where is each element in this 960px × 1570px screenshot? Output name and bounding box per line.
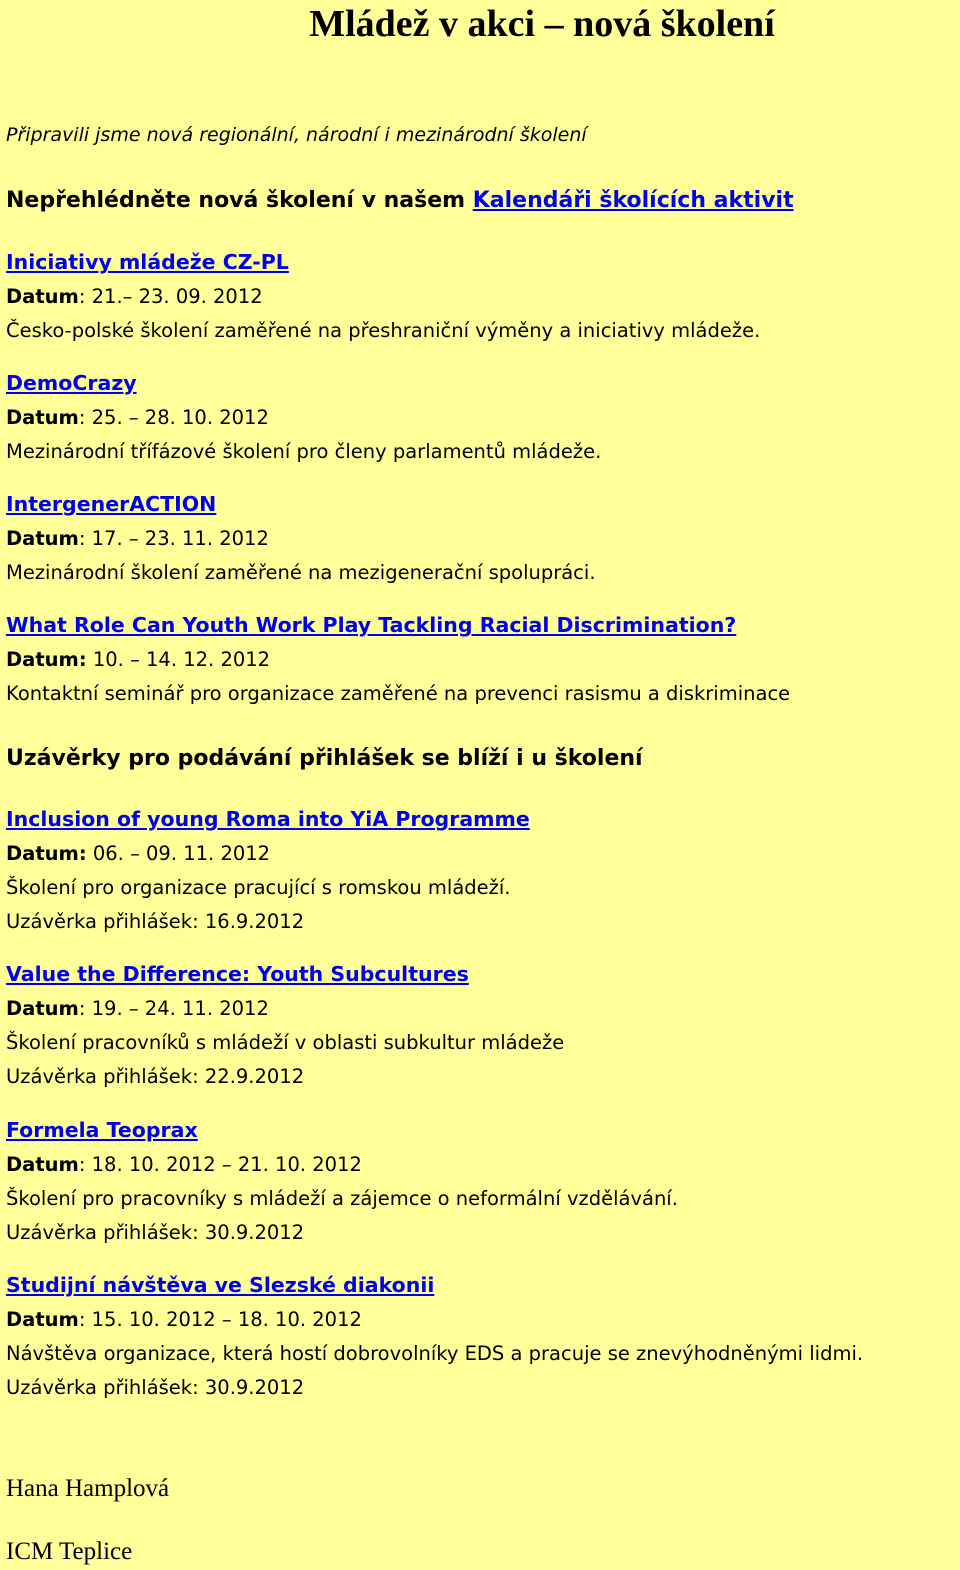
event-title-link[interactable]: What Role Can Youth Work Play Tackling Racial Discrimination? — [6, 613, 737, 637]
event-intergeneraction — [6, 487, 596, 590]
event-description: Mezinárodní školení zaměřené na mezigenerační spolupráci. — [6, 561, 596, 584]
event-title-link[interactable]: Formela Teoprax — [6, 1118, 198, 1142]
date-value: 06. – 09. 11. 2012 — [86, 842, 271, 865]
event-racial-discrimination — [6, 608, 790, 711]
date-value: : 18. 10. 2012 – 21. 10. 2012 — [78, 1153, 362, 1176]
deadline-value: 30.9.2012 — [204, 1376, 305, 1399]
event-description: Česko-polské školení zaměřené na přeshraniční výměny a iniciativy mládeže. — [6, 319, 761, 342]
deadline-label: Uzávěrka přihlášek: — [6, 1065, 205, 1088]
event-slezska-diakonie — [6, 1268, 863, 1405]
date-label: Datum — [6, 1153, 79, 1176]
event-title-link[interactable]: DemoCrazy — [6, 371, 137, 395]
deadline-value: 22.9.2012 — [204, 1065, 305, 1088]
event-date — [6, 280, 760, 314]
section-heading-new-trainings — [6, 186, 794, 216]
event-description: Návštěva organizace, která hostí dobrovolníky EDS a pracuje se znevýhodněnými lidmi. — [6, 1342, 864, 1365]
date-label: Datum: — [6, 842, 87, 865]
date-value: : 25. – 28. 10. 2012 — [78, 406, 269, 429]
event-date — [6, 643, 790, 677]
section-heading-deadlines: Uzávěrky pro podávání přihlášek se blíží i u školení — [6, 746, 643, 771]
event-title-link[interactable]: Value the Difference: Youth Subcultures — [6, 962, 469, 986]
date-value: : 15. 10. 2012 – 18. 10. 2012 — [78, 1308, 362, 1331]
date-label: Datum — [6, 527, 79, 550]
event-date — [6, 401, 601, 435]
date-label: Datum: — [6, 648, 87, 671]
event-deadline — [6, 905, 530, 939]
event-description: Mezinárodní třífázové školení pro členy parlamentů mládeže. — [6, 440, 602, 463]
date-label: Datum — [6, 997, 79, 1020]
deadline-label: Uzávěrka přihlášek: — [6, 1221, 205, 1244]
event-democrazy — [6, 366, 601, 469]
date-value: : 21.– 23. 09. 2012 — [78, 285, 263, 308]
event-date — [6, 1148, 678, 1182]
section-heading-text: Nepřehlédněte nová školení v našem — [6, 188, 473, 213]
event-title-link[interactable]: Studijní návštěva ve Slezské diakonii — [6, 1273, 435, 1297]
date-label: Datum — [6, 1308, 79, 1331]
event-description: Školení pro pracovníky s mládeží a zájemce o neformální vzdělávání. — [6, 1187, 678, 1210]
event-description: Kontaktní seminář pro organizace zaměřené na prevenci rasismu a diskriminace — [6, 682, 791, 705]
signature-name: Hana Hamplová — [6, 1475, 170, 1502]
signature-organization: ICM Teplice — [6, 1538, 133, 1565]
date-value: : 19. – 24. 11. 2012 — [78, 997, 269, 1020]
event-youth-subcultures — [6, 957, 564, 1094]
calendar-link[interactable]: Kalendáři školících aktivit — [472, 188, 794, 213]
page-title: Mládež v akci – nová školení — [309, 3, 775, 45]
event-formela-teoprax — [6, 1113, 678, 1250]
event-title-link[interactable]: Iniciativy mládeže CZ-PL — [6, 250, 289, 274]
date-label: Datum — [6, 406, 79, 429]
event-iniciativy-mladeze — [6, 245, 760, 348]
event-deadline — [6, 1371, 863, 1405]
deadline-value: 16.9.2012 — [204, 910, 305, 933]
event-title-link[interactable]: IntergenerACTION — [6, 492, 217, 516]
deadline-label: Uzávěrka přihlášek: — [6, 1376, 205, 1399]
date-value: 10. – 14. 12. 2012 — [86, 648, 271, 671]
event-description: Školení pro organizace pracující s romskou mládeží. — [6, 876, 511, 899]
event-date — [6, 522, 596, 556]
event-date — [6, 837, 530, 871]
event-deadline — [6, 1216, 678, 1250]
event-date — [6, 992, 564, 1026]
event-date — [6, 1303, 863, 1337]
intro-subtitle: Připravili jsme nová regionální, národní i mezinárodní školení — [6, 124, 587, 146]
date-label: Datum — [6, 285, 79, 308]
event-title-link[interactable]: Inclusion of young Roma into YiA Programme — [6, 807, 530, 831]
deadline-value: 30.9.2012 — [204, 1221, 305, 1244]
deadline-label: Uzávěrka přihlášek: — [6, 910, 205, 933]
event-inclusion-roma — [6, 802, 530, 939]
event-description: Školení pracovníků s mládeží v oblasti subkultur mládeže — [6, 1031, 565, 1054]
event-deadline — [6, 1060, 564, 1094]
date-value: : 17. – 23. 11. 2012 — [78, 527, 269, 550]
